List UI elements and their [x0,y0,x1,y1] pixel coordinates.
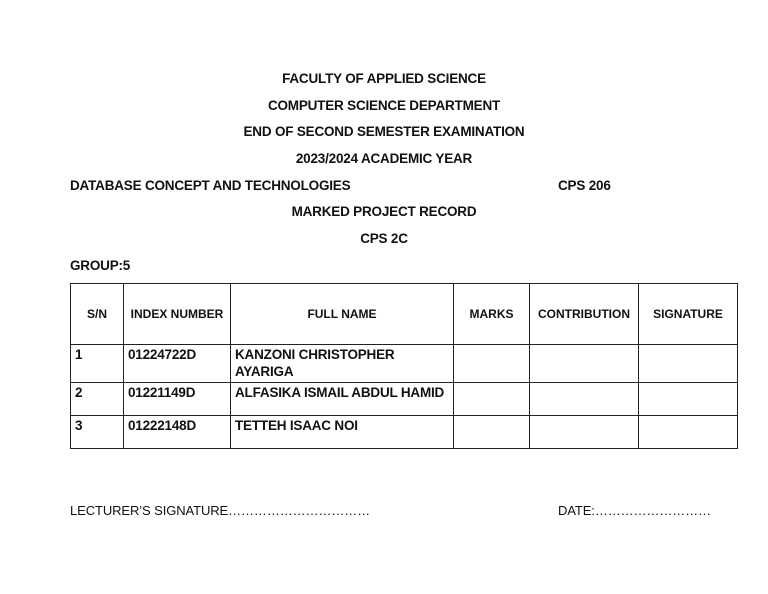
exam-title: END OF SECOND SEMESTER EXAMINATION [243,124,525,139]
cell-index-number: 01221149D [124,383,231,416]
record-title: MARKED PROJECT RECORD [291,204,477,219]
cell-sn: 3 [71,416,124,449]
cell-marks [454,345,530,383]
column-header-index-number: INDEX NUMBER [124,284,231,345]
group-label: GROUP:5 [70,258,131,273]
cell-sn: 1 [71,345,124,383]
date-line: DATE:……………………… [558,503,711,518]
department-title: COMPUTER SCIENCE DEPARTMENT [267,98,501,113]
cell-contribution [530,416,639,449]
cell-index-number: 01224722D [124,345,231,383]
project-record-table [70,283,738,449]
column-header-signature: SIGNATURE [639,284,738,345]
column-header-full-name: FULL NAME [231,284,454,345]
cell-sn: 2 [71,383,124,416]
course-title: DATABASE CONCEPT AND TECHNOLOGIES [70,178,351,193]
table-row [71,345,738,383]
column-header-marks: MARKS [454,284,530,345]
cell-contribution [530,383,639,416]
cell-marks [454,416,530,449]
class-code: CPS 2C [360,231,408,246]
table-header-row [71,284,738,345]
cell-full-name: ALFASIKA ISMAIL ABDUL HAMID [231,383,454,416]
table-row [71,416,738,449]
faculty-title: FACULTY OF APPLIED SCIENCE [282,71,486,86]
cell-full-name: TETTEH ISAAC NOI [231,416,454,449]
cell-signature [639,383,738,416]
course-code: CPS 206 [558,178,611,193]
academic-year: 2023/2024 ACADEMIC YEAR [295,151,473,166]
cell-signature [639,345,738,383]
column-header-contribution: CONTRIBUTION [530,284,639,345]
table-row [71,383,738,416]
cell-contribution [530,345,639,383]
lecturer-signature-line: LECTURER’S SIGNATURE…………………………… [70,503,371,518]
cell-signature [639,416,738,449]
cell-full-name: KANZONI CHRISTOPHER AYARIGA [231,345,454,383]
cell-index-number: 01222148D [124,416,231,449]
column-header-sn: S/N [71,284,124,345]
cell-marks [454,383,530,416]
